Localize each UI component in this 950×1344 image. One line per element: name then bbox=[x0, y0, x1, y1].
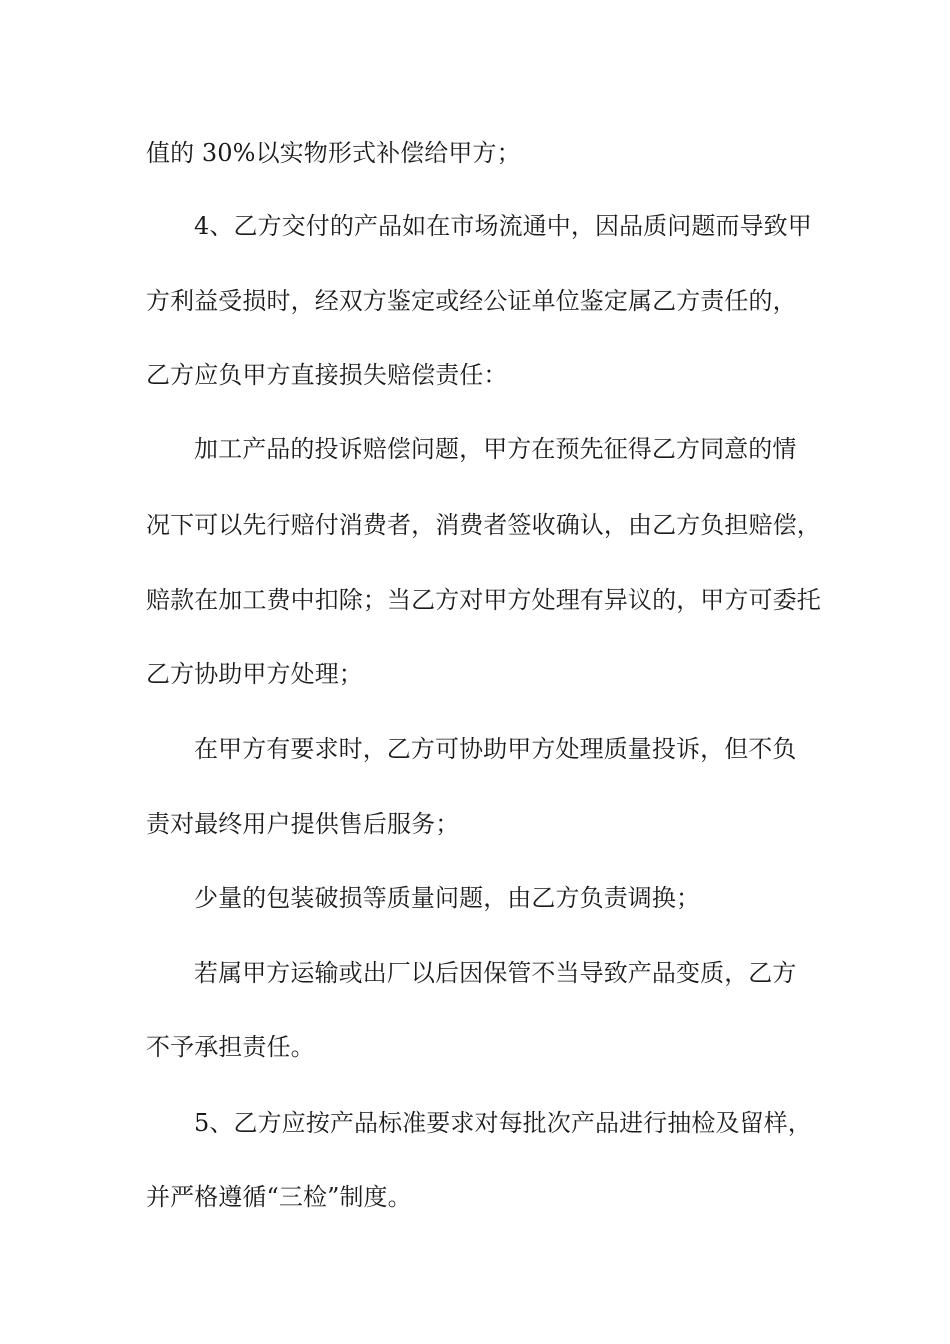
text-line-6: 况下可以先行赔付消费者，消费者签收确认，由乙方负担赔偿， bbox=[146, 511, 821, 539]
text-line-9: 在甲方有要求时，乙方可协助甲方处理质量投诉，但不负 bbox=[194, 735, 797, 763]
text-line-4: 乙方应负甲方直接损失赔偿责任： bbox=[146, 361, 508, 389]
text-line-14: 5、乙方应按产品标准要求对每批次产品进行抽检及留样， bbox=[194, 1109, 812, 1137]
text-line-10: 责对最终用户提供售后服务； bbox=[146, 810, 460, 838]
text-line-13: 不予承担责任。 bbox=[146, 1033, 315, 1061]
text-line-2: 4、乙方交付的产品如在市场流通中，因品质问题而导致甲 bbox=[194, 212, 812, 240]
text-line-11: 少量的包装破损等质量问题，由乙方负责调换； bbox=[194, 884, 701, 912]
text-line-3: 方利益受损时，经双方鉴定或经公证单位鉴定属乙方责任的， bbox=[146, 287, 797, 315]
text-line-12: 若属甲方运输或出厂以后因保管不当导致产品变质，乙方 bbox=[194, 959, 797, 987]
text-line-8: 乙方协助甲方处理； bbox=[146, 660, 363, 688]
text-line-7: 赔款在加工费中扣除；当乙方对甲方处理有异议的，甲方可委托 bbox=[146, 586, 821, 614]
text-line-1: 值的 30%以实物形式补偿给甲方； bbox=[146, 139, 521, 167]
text-line-15: 并严格遵循“三检”制度。 bbox=[146, 1183, 412, 1211]
text-line-5: 加工产品的投诉赔偿问题，甲方在预先征得乙方同意的情 bbox=[194, 435, 797, 463]
